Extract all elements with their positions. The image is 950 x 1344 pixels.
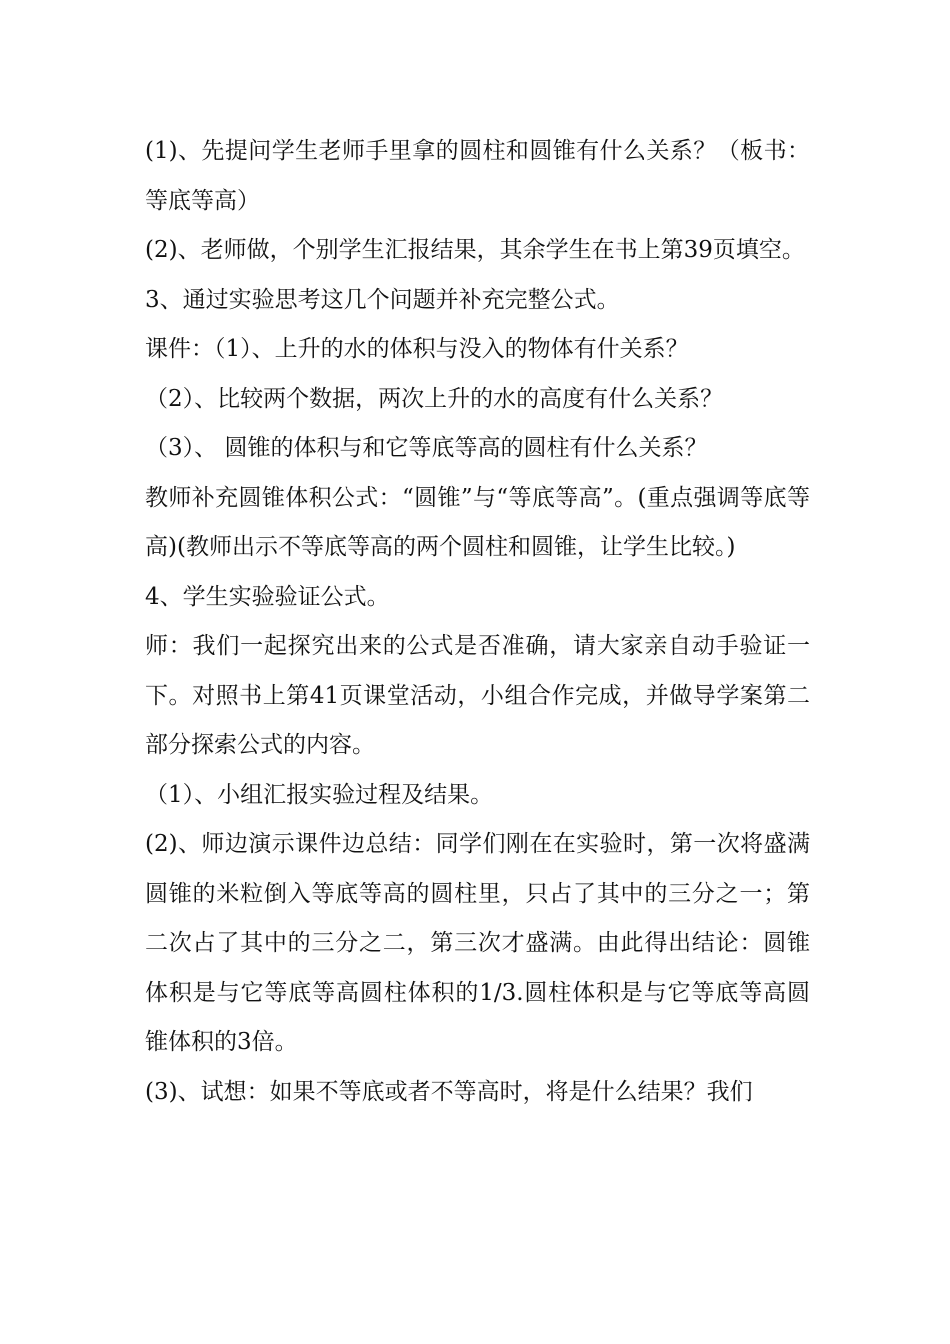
paragraph-5: （2）、比较两个数据，两次上升的水的高度有什么关系？ [145, 385, 724, 412]
paragraph-7: 教师补充圆锥体积公式：“圆锥”与“等底等高”。(重点强调等底等高)(教师出示不等底等高的两个圆柱和圆锥，让学生比较。) [145, 484, 810, 560]
paragraph-6: （3）、 圆锥的体积与和它等底等高的圆柱有什么关系？ [145, 435, 708, 461]
paragraph-3: 3、通过实验思考这几个问题并补充完整公式。 [145, 286, 620, 313]
document-body [145, 127, 810, 1117]
paragraph-11: (2)、师边演示课件边总结：同学们刚在在实验时，第一次将盛满圆锥的米粒倒入等底等高的圆柱里，只占了其中的三分之一；第二次占了其中的三分之二，第三次才盛满。由此得出结论：圆锥体积是与它等底等高圆柱体积的1/3.圆柱体积是与它等底等高圆锥体积的3倍。 [145, 831, 810, 1055]
paragraph-4: 课件：（1）、上升的水的体积与没入的物体有什关系？ [145, 336, 689, 362]
paragraph-1: (1)、先提问学生老师手里拿的圆柱和圆锥有什么关系？（板书：等底等高） [145, 138, 810, 214]
paragraph-10: （1）、小组汇报实验过程及结果。 [145, 781, 494, 808]
paragraph-12: (3)、试想：如果不等底或者不等高时，将是什么结果？我们 [145, 1078, 753, 1105]
paragraph-8: 4、学生实验验证公式。 [145, 583, 390, 610]
paragraph-9: 师：我们一起探究出来的公式是否准确，请大家亲自动手验证一下。对照书上第41页课堂活动，小组合作完成，并做导学案第二部分探索公式的内容。 [145, 633, 810, 758]
paragraph-2: (2)、老师做，个别学生汇报结果，其余学生在书上第39页填空。 [145, 237, 805, 263]
